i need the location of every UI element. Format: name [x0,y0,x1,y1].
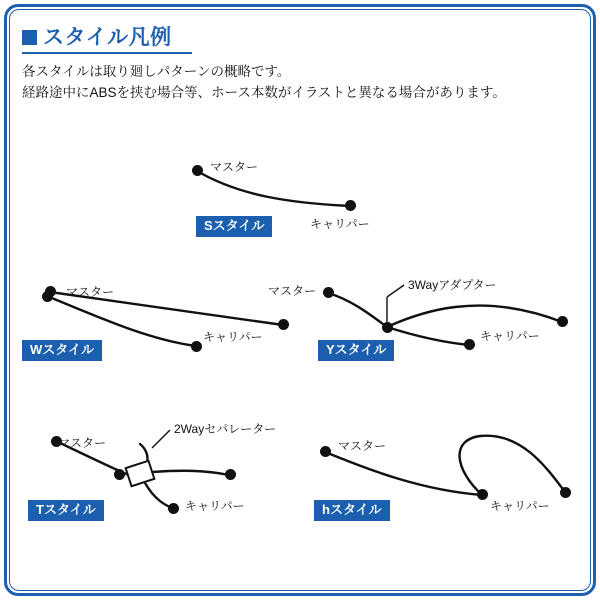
y-style-junction-dot [382,322,393,333]
page-title-text: スタイル凡例 [43,26,172,49]
t-style-caliper-dot-1 [225,469,236,480]
t-style-separator-label: 2Wayセパレーター [174,422,277,436]
w-style-caliper-dot-1 [278,319,289,330]
y-style-caliper-dot-2 [464,339,475,350]
w-style-badge: Wスタイル [22,340,102,361]
s-style-caliper-dot [345,200,356,211]
y-style-caliper-dot-1 [557,316,568,327]
description-line-2: 経路途中にABSを挟む場合等、ホース本数がイラストと異なる場合があります。 [22,84,506,100]
w-style-master-dot-2 [42,291,53,302]
t-style-junction-dot [114,469,125,480]
s-style-badge: Sスタイル [196,216,272,237]
y-style-caliper-label: キャリパー [480,329,540,343]
h-style-caliper-dot-1 [477,489,488,500]
w-style-caliper-dot-2 [191,341,202,352]
y-style-badge: Yスタイル [318,340,394,361]
description-line-1: 各スタイルは取り廻しパターンの概略です。 [22,64,291,79]
t-style-badge: Tスタイル [28,500,104,521]
y-style-master-label: マスター [267,284,316,298]
h-style-badge: hスタイル [314,500,390,521]
s-style-master-dot [192,165,203,176]
w-style-master-label: マスター [66,285,115,299]
h-style-master-dot [320,446,331,457]
y-style-master-dot [323,287,334,298]
t-style-caliper-label: キャリパー [185,499,245,513]
w-style-caliper-label: キャリパー [203,330,263,344]
s-style-master-label: マスター [210,160,259,174]
y-style-adapter-label: 3Wayアダプター [408,278,497,292]
s-style-caliper-label: キャリパー [310,217,370,231]
t-style-caliper-dot-2 [168,503,179,514]
h-style-caliper-dot-2 [560,487,571,498]
h-style-master-label: マスター [338,439,387,453]
h-style-caliper-label: キャリパー [490,499,550,513]
t-style-master-label: マスター [58,436,107,450]
